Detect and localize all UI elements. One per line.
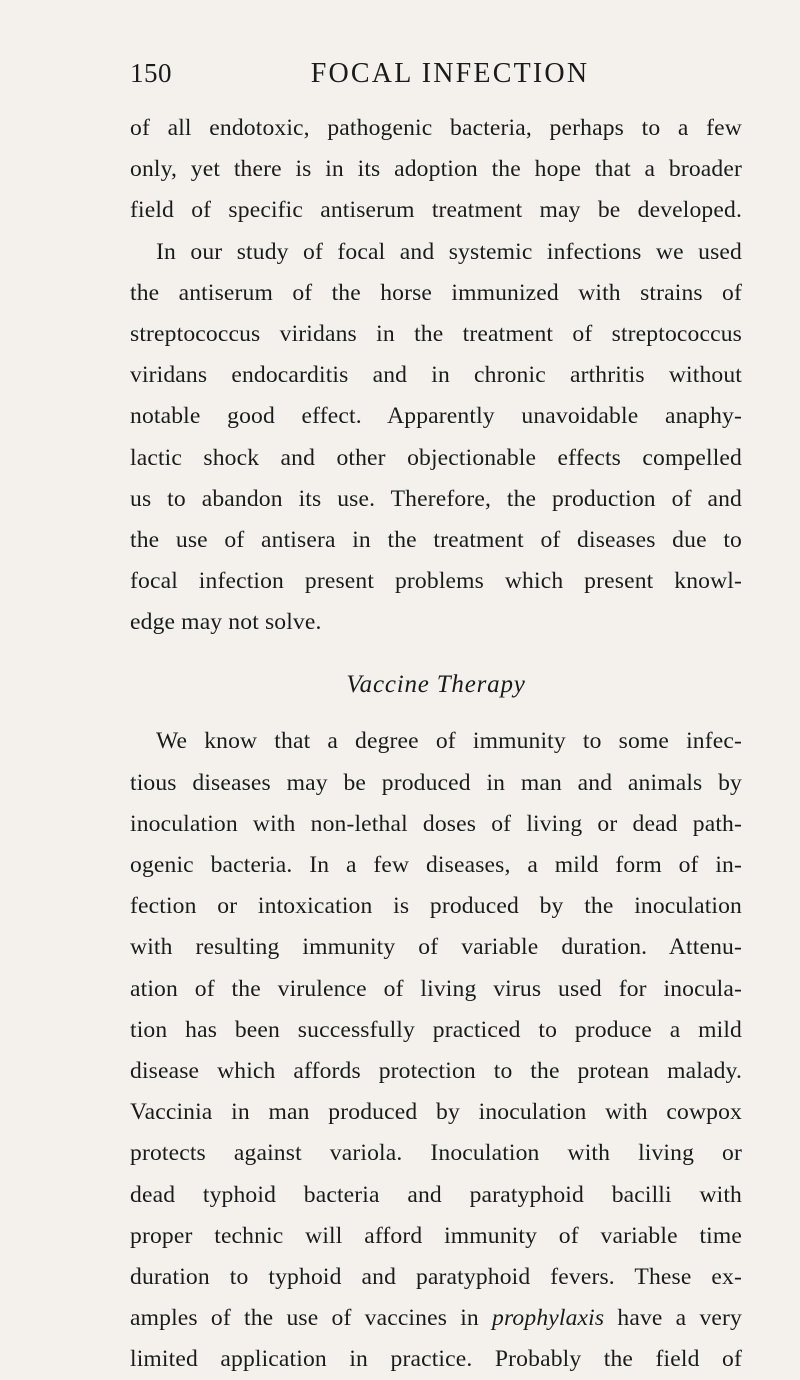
text-line: duration to typhoid and paratyphoid fevers. These ex- [130, 1263, 742, 1290]
text-line: field of specific antiserum treatment may be developed. [130, 197, 742, 224]
text-line: streptococcus viridans in the treatment of streptococcus [130, 320, 742, 347]
body-text [130, 108, 742, 1380]
text-line: tious diseases may be produced in man and animals by [130, 769, 742, 796]
text-line: We know that a degree of immunity to some infec- [156, 728, 742, 755]
running-title: FOCAL INFECTION [310, 58, 590, 89]
text-line: viridans endocarditis and in chronic arthritis without [130, 362, 742, 389]
text-line: dead typhoid bacteria and paratyphoid bacilli with [130, 1181, 742, 1208]
running-head [130, 58, 740, 98]
text-line: only, yet there is in its adoption the hope that a broader [130, 156, 742, 183]
text-line: Vaccinia in man produced by inoculation with cowpox [130, 1099, 742, 1126]
text-line: us to abandon its use. Therefore, the production of and [130, 485, 742, 512]
text-line: limited application in practice. Probably the field of [130, 1346, 742, 1373]
page-number: 150 [130, 58, 172, 88]
text-line: protects against variola. Inoculation with living or [130, 1140, 742, 1167]
text-line: the use of antisera in the treatment of diseases due to [130, 526, 742, 553]
text-line: edge may not solve. [130, 609, 322, 636]
text-line: ation of the virulence of living virus used for inocula- [130, 975, 742, 1002]
text-line: the antiserum of the horse immunized with strains of [130, 279, 742, 306]
text-line: disease which affords protection to the protean malady. [130, 1057, 742, 1084]
text-line: In our study of focal and systemic infections we used [156, 238, 742, 265]
text-line: with resulting immunity of variable duration. Attenu- [130, 934, 742, 961]
text-line: notable good effect. Apparently unavoidable anaphy- [130, 403, 742, 430]
text-run: amples of the use of vaccines in [130, 1305, 493, 1332]
text-line: focal infection present problems which present knowl- [130, 568, 742, 595]
text-line-with-italic [130, 1298, 742, 1339]
text-run: have a very [604, 1305, 742, 1332]
paragraph-vaccine-therapy [130, 721, 742, 1380]
section-heading: Vaccine Therapy [346, 671, 526, 699]
text-line: fection or intoxication is produced by the inoculation [130, 893, 742, 920]
paragraph-antiserum [130, 108, 742, 643]
text-line: lactic shock and other objectionable effects compelled [130, 444, 742, 471]
text-line: tion has been successfully practiced to produce a mild [130, 1016, 742, 1043]
text-line: inoculation with non-lethal doses of living or dead path- [130, 810, 742, 837]
text-line: of all endotoxic, pathogenic bacteria, perhaps to a few [130, 115, 742, 141]
text-line: proper technic will afford immunity of variable time [130, 1222, 742, 1249]
text-line: ogenic bacteria. In a few diseases, a mild form of in- [130, 852, 742, 878]
italic-term: prophylaxis [492, 1305, 605, 1332]
